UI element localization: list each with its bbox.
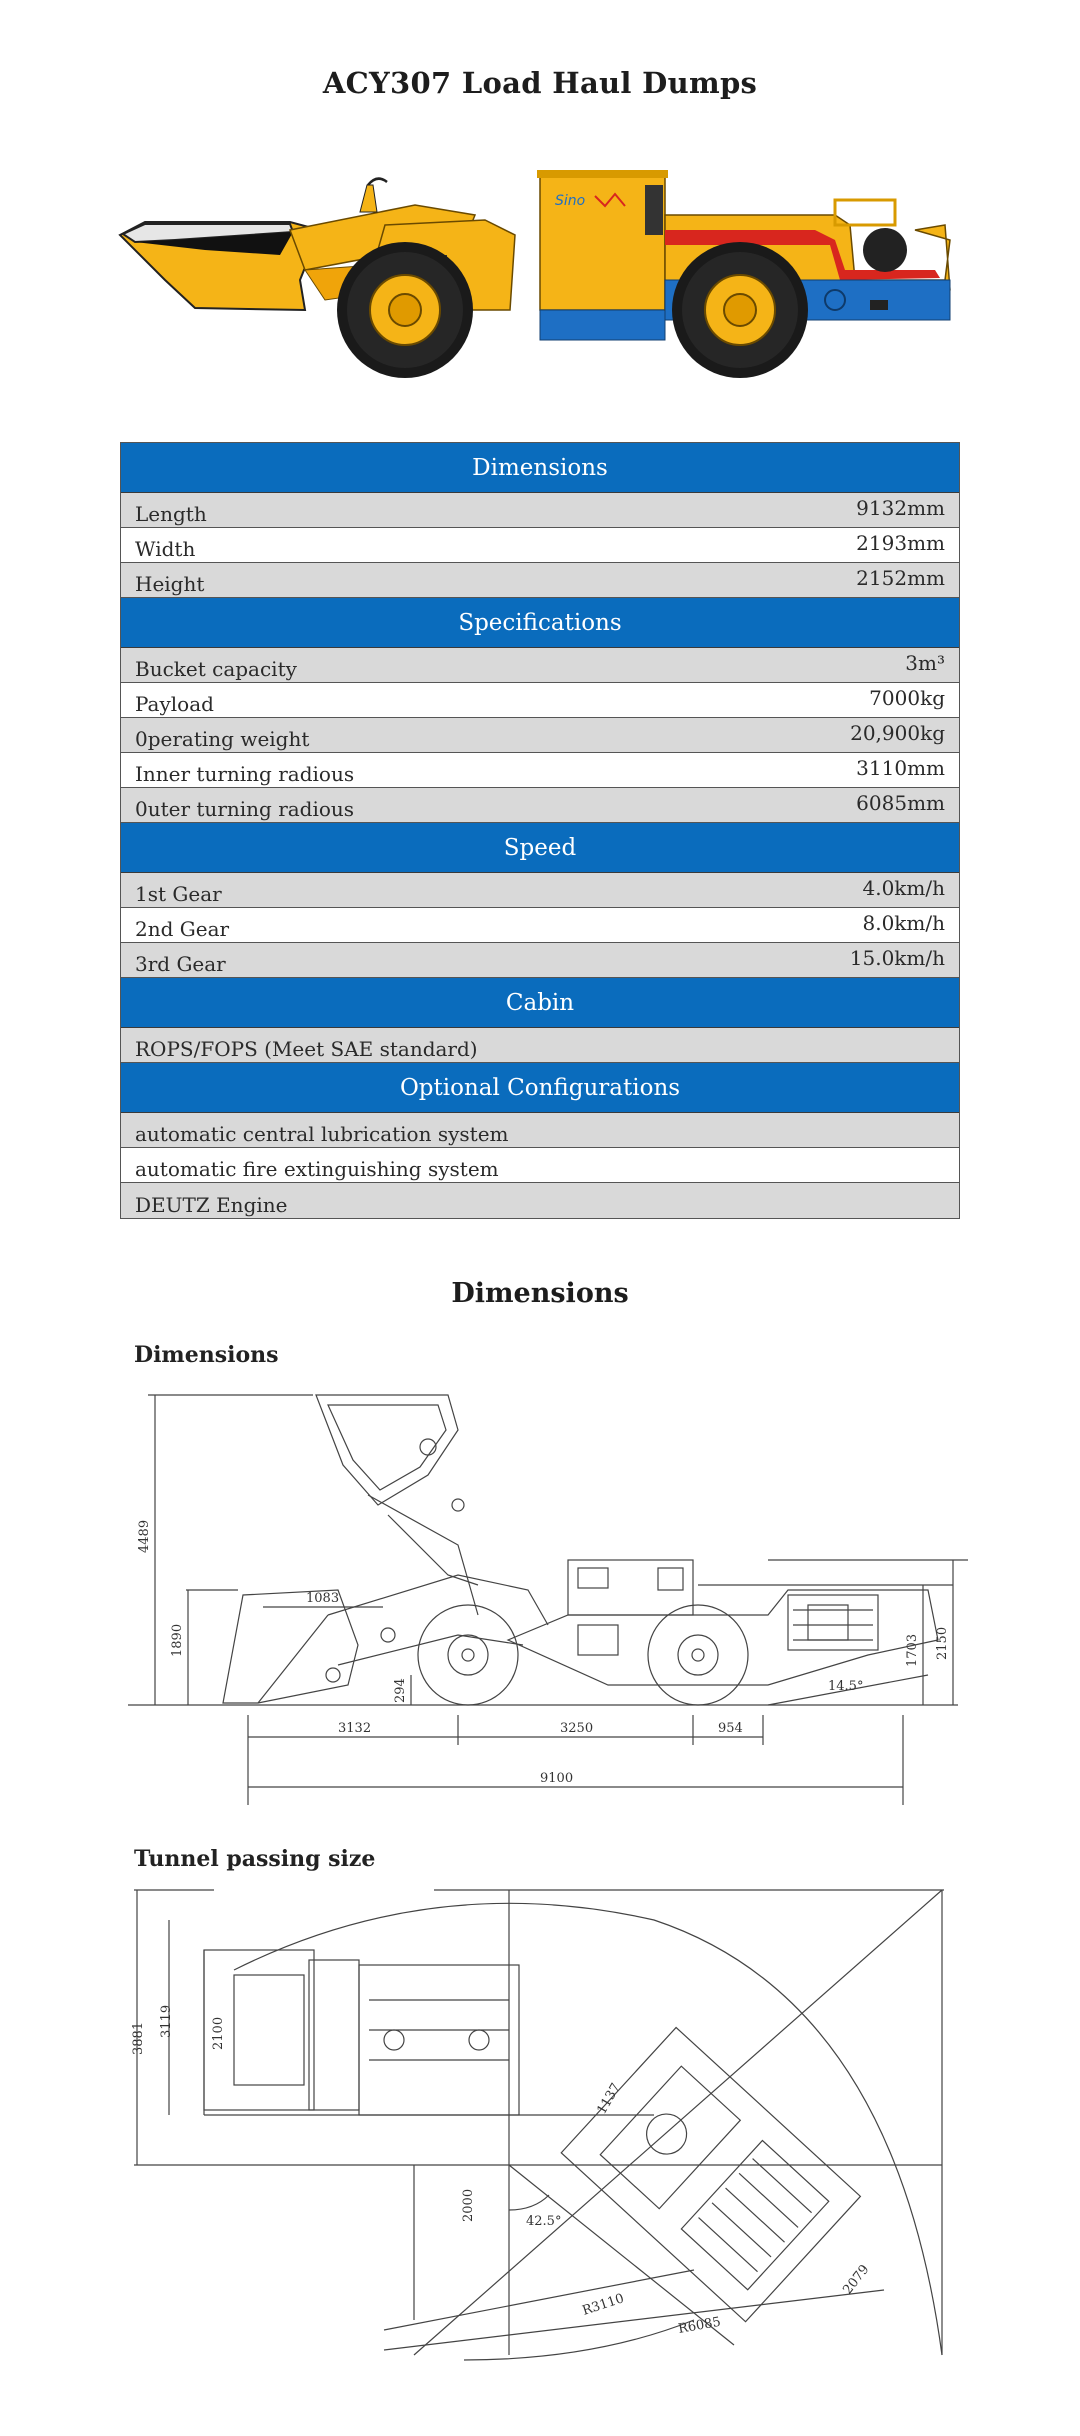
spec-table	[120, 442, 960, 1219]
row-label: 1st Gear	[135, 882, 222, 906]
row-value: 8.0km/h	[862, 911, 945, 935]
side-view-subtitle: Dimensions	[134, 1342, 279, 1368]
row-value: 15.0km/h	[849, 946, 945, 970]
row-label: 0uter turning radious	[135, 797, 355, 821]
dim-label-1083: 1083	[306, 1591, 340, 1606]
tunnel-label-2079: 2079	[840, 2262, 873, 2298]
row-value: 3110mm	[856, 756, 945, 780]
section-heading-speed: Speed	[121, 823, 959, 873]
tunnel-label-2100: 2100	[211, 2016, 226, 2050]
dim-label-2150: 2150	[935, 1626, 950, 1660]
tunnel-label-3881: 3881	[131, 2021, 146, 2055]
section-heading-specifications: Specifications	[121, 598, 959, 648]
row-label: Inner turning radious	[135, 762, 355, 786]
tunnel-label-2000: 2000	[461, 2188, 476, 2222]
row-value: 20,900kg	[850, 721, 945, 745]
dim-label-4489: 4489	[137, 1519, 152, 1553]
tunnel-label-1137: 1137	[594, 2080, 625, 2117]
row-label: 2nd Gear	[135, 917, 230, 941]
section-heading-dimensions: Dimensions	[121, 443, 959, 493]
dim-label-1890: 1890	[170, 1623, 185, 1657]
dim-label-angle: 14.5°	[828, 1679, 864, 1694]
row-value: 6085mm	[856, 791, 945, 815]
row-value: 9132mm	[856, 496, 945, 520]
dim-label-294: 294	[393, 1678, 408, 1703]
table-row	[121, 1028, 959, 1063]
row-label: automatic fire extinguishing system	[135, 1157, 499, 1181]
row-label: Bucket capacity	[135, 657, 297, 681]
row-value: 4.0km/h	[862, 876, 945, 900]
table-row	[121, 1148, 959, 1183]
table-row	[121, 873, 959, 908]
table-row	[121, 1113, 959, 1148]
row-label: Payload	[135, 692, 214, 716]
table-row	[121, 563, 959, 598]
table-row	[121, 528, 959, 563]
row-label: Width	[135, 537, 196, 561]
section-heading-cabin: Cabin	[121, 978, 959, 1028]
table-row	[121, 908, 959, 943]
row-label: Length	[135, 502, 207, 526]
table-row	[121, 1183, 959, 1218]
table-row	[121, 683, 959, 718]
dim-label-1703: 1703	[905, 1633, 920, 1667]
dim-label-3132: 3132	[338, 1721, 372, 1736]
section-heading-optional: Optional Configurations	[121, 1063, 959, 1113]
loader-machine-image	[115, 160, 965, 390]
side-view-drawing	[128, 1385, 958, 1805]
tunnel-passing-drawing	[131, 1890, 954, 2355]
row-label: 3rd Gear	[135, 952, 226, 976]
table-row	[121, 788, 959, 823]
table-row	[121, 718, 959, 753]
tunnel-label-3119: 3119	[159, 2004, 174, 2038]
tunnel-label-angle: 42.5°	[526, 2214, 562, 2229]
row-value: 2193mm	[856, 531, 945, 555]
row-label: automatic central lubrication system	[135, 1122, 509, 1146]
table-row	[121, 753, 959, 788]
row-label: ROPS/FOPS (Meet SAE standard)	[135, 1037, 478, 1061]
tunnel-subtitle: Tunnel passing size	[134, 1846, 376, 1872]
dimensions-section-title: Dimensions	[451, 1278, 629, 1309]
brand-logo-text: Sino	[555, 193, 586, 209]
row-value: 3m³	[905, 651, 945, 675]
table-row	[121, 943, 959, 978]
row-label: 0perating weight	[135, 727, 310, 751]
dim-label-954: 954	[718, 1721, 743, 1736]
row-value: 7000kg	[869, 686, 945, 710]
tunnel-label-r6085: R6085	[677, 2314, 722, 2337]
row-label: Height	[135, 572, 205, 596]
row-label: DEUTZ Engine	[135, 1192, 288, 1217]
tunnel-label-r3110: R3110	[580, 2291, 627, 2319]
table-row	[121, 648, 959, 683]
dim-label-9100: 9100	[540, 1771, 574, 1786]
dim-label-3250: 3250	[560, 1721, 594, 1736]
page-title: ACY307 Load Haul Dumps	[322, 66, 758, 100]
table-row	[121, 493, 959, 528]
row-value: 2152mm	[856, 566, 945, 590]
